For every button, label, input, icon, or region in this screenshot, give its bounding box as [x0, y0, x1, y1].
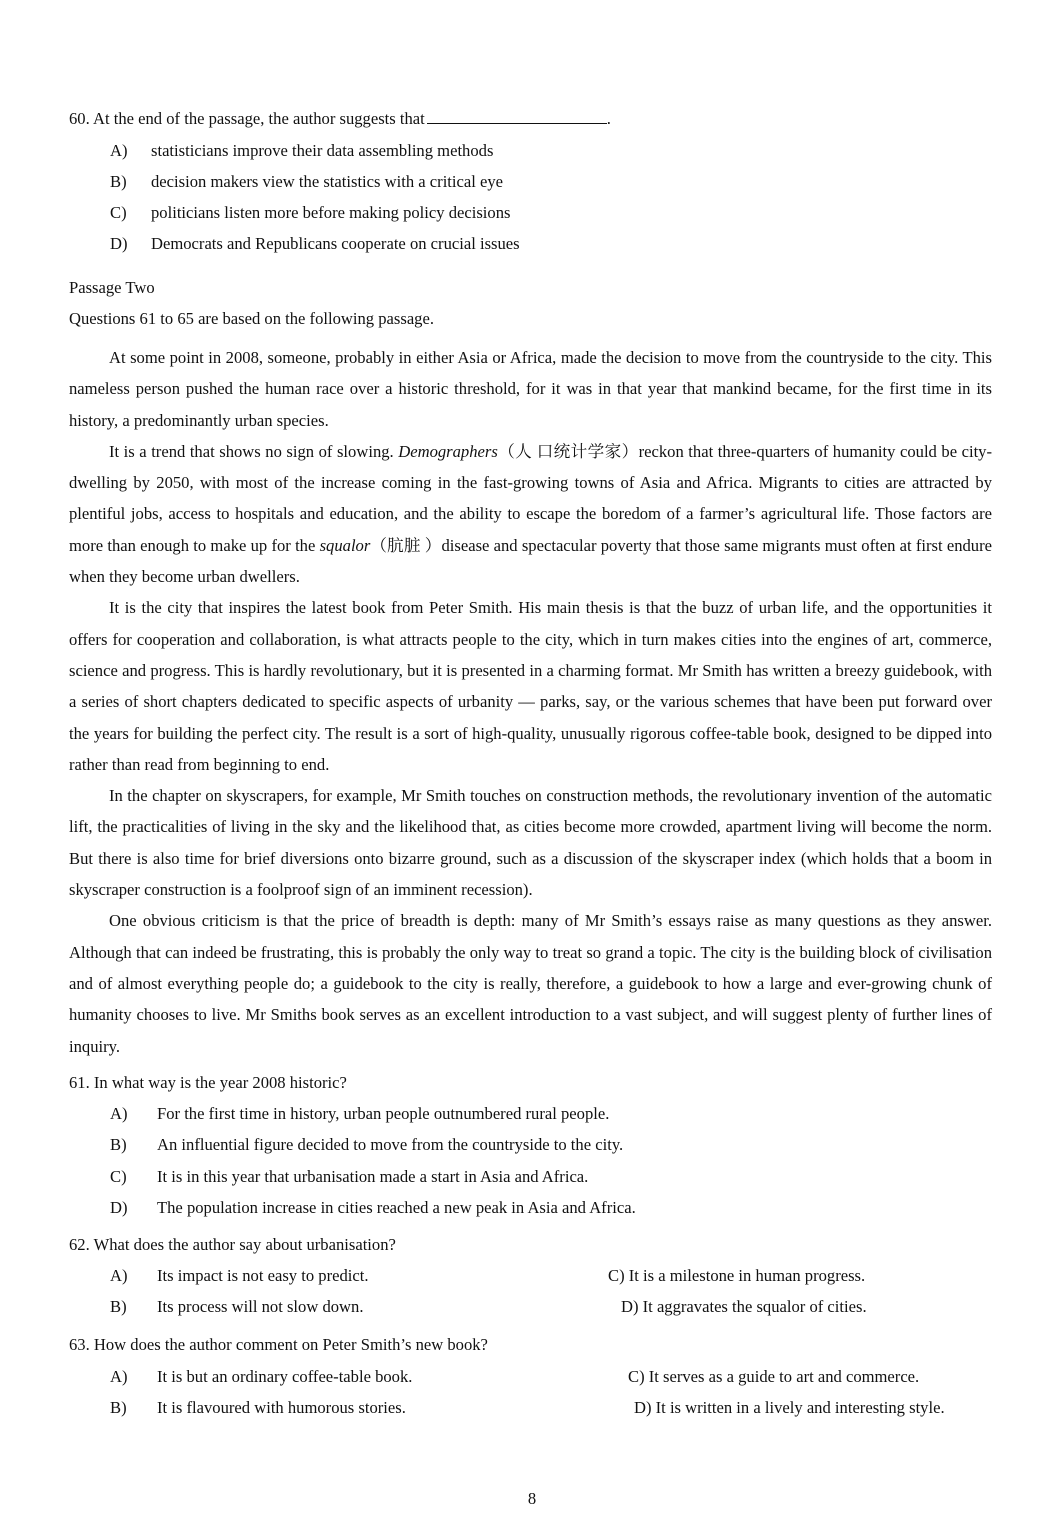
q62-option-a-label: A): [110, 1266, 128, 1285]
paragraph-2-part-b: reckon that three-quarters of humanity could be city-dwelling by 2050, with most of the increase coming in the fast-growing towns of Asia and Africa. Migrants to cities are attracted by plentiful jobs, access to hospitals and education, and the ability to escape the boredom of a farmer’s agricultural life. Those factors are more than enough to make up for the: [69, 441, 993, 555]
q61-option-c-text: It is in this year that urbanisation made a start in Asia and Africa.: [157, 1167, 589, 1186]
q61-option-a-label: A): [110, 1104, 128, 1123]
q60-option-a-text: statisticians improve their data assembling methods: [151, 141, 494, 160]
q60-option-b-label: B): [110, 172, 127, 191]
q60-option-c-label: C): [110, 203, 127, 222]
q62-option-d: D) It aggravates the squalor of cities.: [621, 1297, 867, 1316]
question-62-stem: 62. What does the author say about urbanisation?: [69, 1235, 396, 1254]
q63-option-d: D) It is written in a lively and interesting style.: [634, 1398, 945, 1417]
q62-option-a-text: Its impact is not easy to predict.: [157, 1266, 369, 1285]
answer-blank: [427, 109, 607, 124]
paragraph-5: One obvious criticism is that the price of breadth is depth: many of Mr Smith’s essays raise as many questions as they answer. Although that can indeed be frustrating, this is probably the only way to treat so grand a topic. The city is the building block of civilisation and of almost everything people do; a guidebook to the city is really, therefore, a guidebook to how a large and ever-growing chunk of humanity chooses to live. Mr Smiths book serves as an excellent introduction to a vast subject, and will suggest plenty of further lines of inquiry.: [69, 911, 992, 1056]
q60-option-d-text: Democrats and Republicans cooperate on crucial issues: [151, 234, 520, 253]
page-number: 8: [527, 1489, 537, 1508]
q60-option-c-text: politicians listen more before making policy decisions: [151, 203, 511, 222]
question-60-text: 60. At the end of the passage, the author suggests that: [69, 109, 425, 128]
term-squalor: squalor: [319, 535, 371, 555]
q63-option-a-label: A): [110, 1367, 128, 1386]
paragraph-3: It is the city that inspires the latest book from Peter Smith. His main thesis is that the buzz of urban life, and the opportunities it offers for cooperation and collaboration, is what attracts people to the city, which in turn makes cities into the engines of art, commerce, science and progress. This is hardly revolutionary, but it is presented in a charming format. Mr Smith has written a breezy guidebook, with a series of short chapters dedicated to specific aspects of urbanity — parks, say, or the various schemes that have been put forward over the years for building the perfect city. The result is a sort of high-quality, unusually rigorous coffee-table book, designed to be dipped into rather than read from beginning to end.: [69, 598, 992, 774]
term-demographers: Demographers: [398, 441, 498, 461]
question-60-stem: [69, 108, 611, 130]
q60-option-a-label: A): [110, 141, 128, 160]
q63-option-c: C) It serves as a guide to art and commerce.: [628, 1367, 920, 1386]
question-61-stem: 61. In what way is the year 2008 historic?: [69, 1073, 347, 1092]
q61-option-d-label: D): [110, 1198, 128, 1217]
question-63-stem: 63. How does the author comment on Peter Smith’s new book?: [69, 1335, 488, 1354]
passage-body: [69, 342, 992, 1062]
paragraph-1: At some point in 2008, someone, probably in either Asia or Africa, made the decision to move from the countryside to the city. This nameless person pushed the human race over a historic threshold, for it was in that year that mankind became, for the first time in its history, a predominantly urban species.: [69, 348, 992, 430]
q60-option-d-label: D): [110, 234, 128, 253]
question-60-end: .: [606, 109, 611, 128]
q61-option-b-label: B): [110, 1135, 127, 1154]
paragraph-4: In the chapter on skyscrapers, for example, Mr Smith touches on construction methods, the revolutionary invention of the automatic lift, the practicalities of living in the sky and the likelihood that, as cities become more crowded, apartment living will become the norm. But there is also time for brief diversions onto bizarre ground, such as a discussion of the skyscraper index (which holds that a boom in skyscraper construction is a foolproof sign of an imminent recession).: [69, 786, 992, 900]
q60-option-b-text: decision makers view the statistics with a critical eye: [151, 172, 504, 191]
q63-option-b-label: B): [110, 1398, 127, 1417]
gloss-squalor: （肮脏 ）: [370, 535, 442, 555]
q62-option-b-text: Its process will not slow down.: [157, 1297, 364, 1316]
q61-option-b-text: An influential figure decided to move from the countryside to the city.: [157, 1135, 624, 1154]
paragraph-2-part-a: It is a trend that shows no sign of slowing.: [109, 441, 399, 461]
paragraph-2-part-c: disease and spectacular poverty that those same migrants must often at first endure when they become urban dwellers.: [69, 535, 992, 587]
passage-intro: Questions 61 to 65 are based on the following passage.: [69, 309, 434, 328]
q63-option-b-text: It is flavoured with humorous stories.: [157, 1398, 406, 1417]
q61-option-d-text: The population increase in cities reached a new peak in Asia and Africa.: [157, 1198, 636, 1217]
q61-option-c-label: C): [110, 1167, 127, 1186]
q62-option-b-label: B): [110, 1297, 127, 1316]
q63-option-a-text: It is but an ordinary coffee-table book.: [157, 1367, 413, 1386]
gloss-demographers: （人 口统计学家）: [497, 441, 639, 461]
q62-option-c: C) It is a milestone in human progress.: [608, 1266, 866, 1285]
q61-option-a-text: For the first time in history, urban people outnumbered rural people.: [157, 1104, 610, 1123]
paragraph-2: [69, 436, 992, 592]
passage-title: Passage Two: [69, 278, 155, 297]
